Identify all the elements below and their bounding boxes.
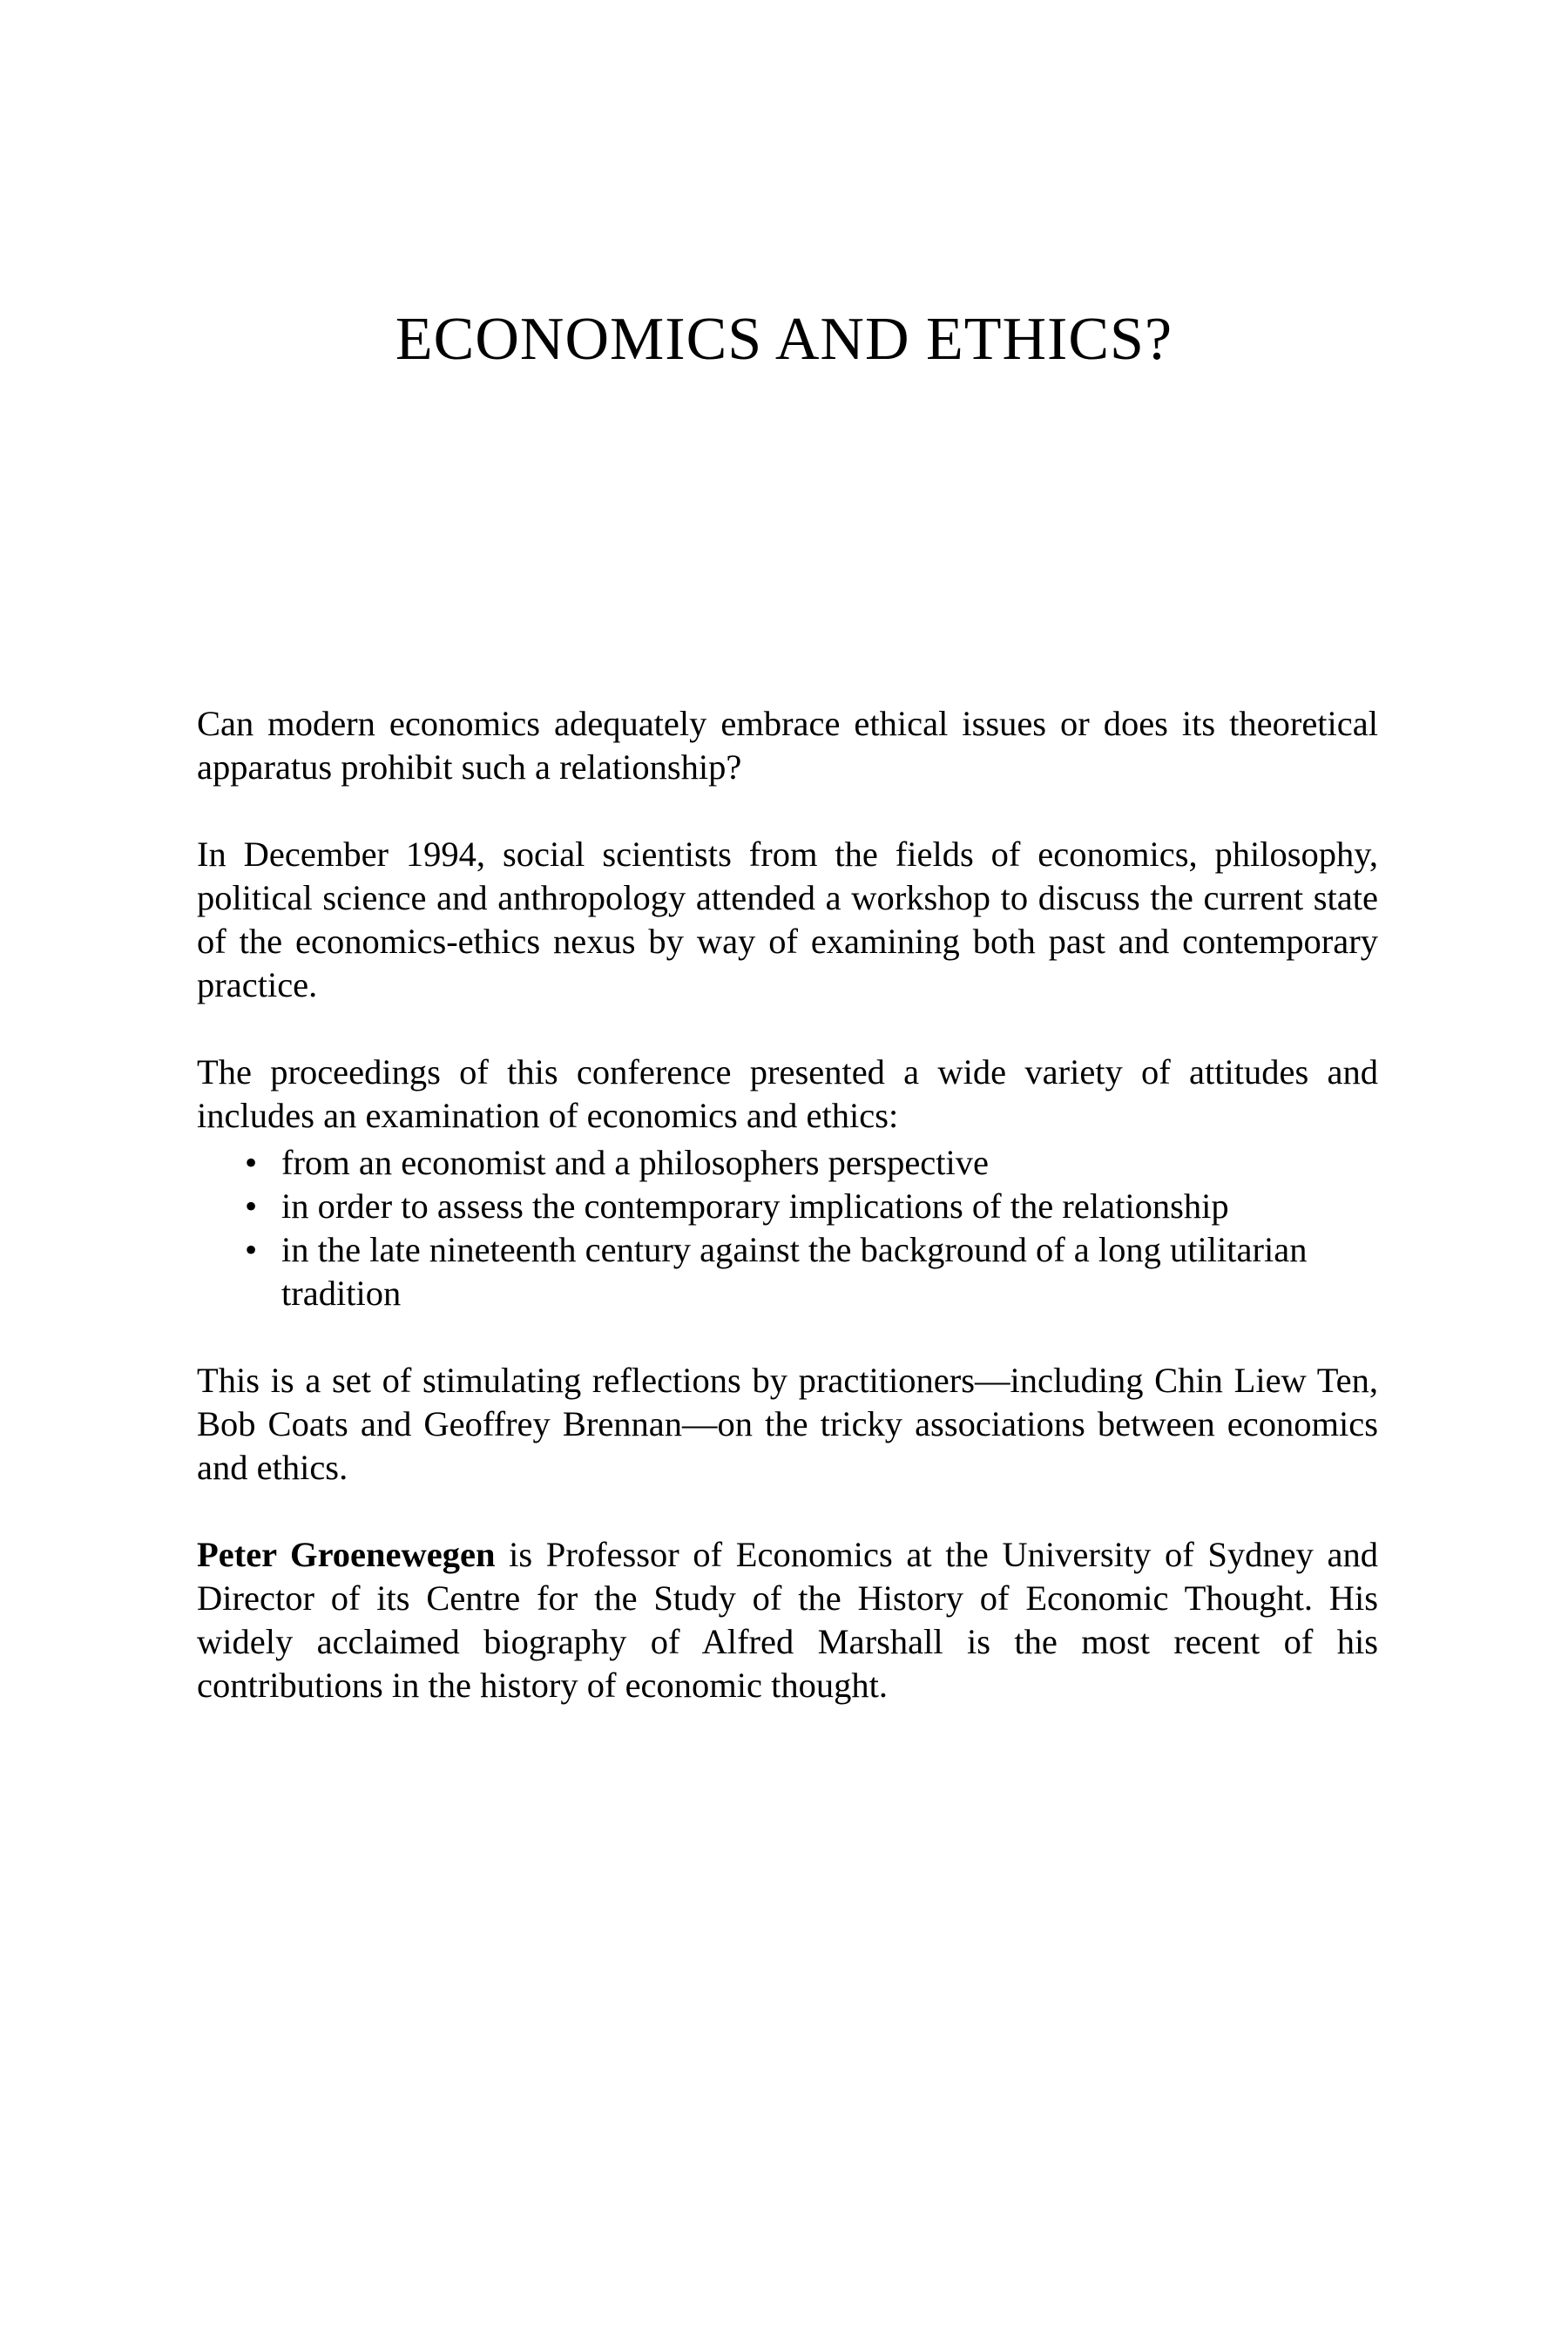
blurb-body <box>197 702 1378 1751</box>
examination-list <box>197 1141 1378 1315</box>
reflections-paragraph: This is a set of stimulating reflections by practitioners—including Chin Liew Ten, Bob Coats and Geoffrey Brennan—on the tricky associations between economics and ethics. <box>197 1361 1378 1487</box>
bullet-icon: • <box>245 1186 258 1226</box>
workshop-paragraph: In December 1994, social scientists from the fields of economics, philosophy, political science and anthropology attended a workshop to discuss the current state of the economics-ethics nexus by way of examining both past and contemporary practice. <box>197 835 1378 1004</box>
bullet-icon: • <box>245 1230 258 1269</box>
list-item <box>197 1185 1378 1228</box>
page-title: ECONOMICS AND ETHICS? <box>395 306 1173 373</box>
author-bio <box>197 1533 1378 1707</box>
list-item <box>197 1141 1378 1185</box>
list-item-text: in order to assess the contemporary implications of the relationship <box>281 1186 1229 1226</box>
proceedings-paragraph: The proceedings of this conference presented a wide variety of attitudes and includes an examination of economics and ethics: <box>197 1052 1378 1135</box>
bullet-icon: • <box>245 1143 258 1182</box>
author-bio-text: is Professor of Economics at the University of Sydney and Director of its Centre for the Study of the History of Economic Thought. His widely acclaimed biography of Alfred Marshall is the most recent of his contributions in the history of economic thought. <box>197 1535 1378 1705</box>
list-item-text: from an economist and a philosophers perspective <box>281 1143 990 1182</box>
list-item <box>197 1228 1378 1315</box>
author-name: Peter Groenewegen <box>197 1535 496 1574</box>
list-item-text: in the late nineteenth century against the background of a long utilitarian tradition <box>281 1230 1308 1313</box>
intro-question: Can modern economics adequately embrace ethical issues or does its theoretical apparatus prohibit such a relationship? <box>197 704 1378 787</box>
